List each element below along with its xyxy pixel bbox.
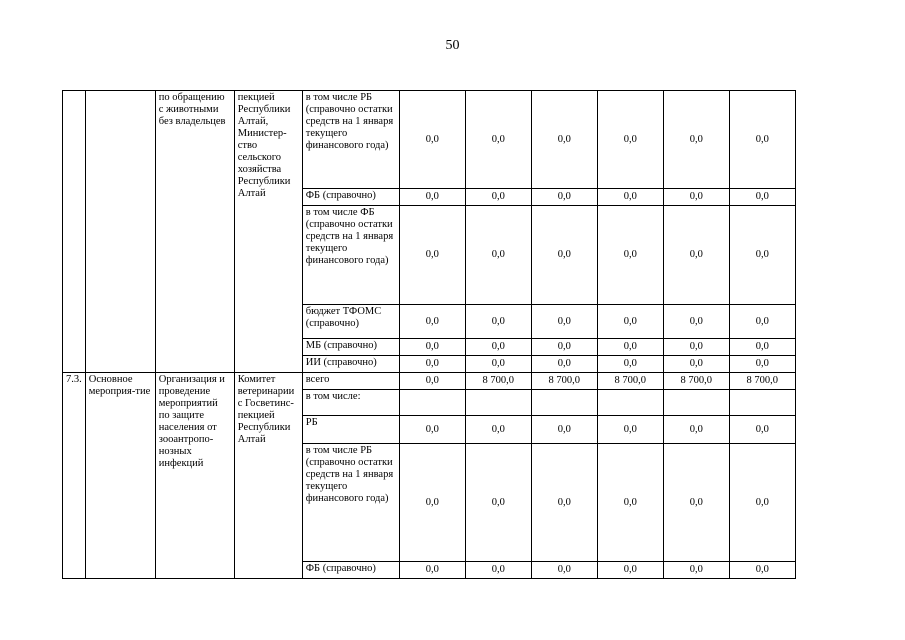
value-cell: 0,0 (399, 339, 465, 356)
item-section (63, 373, 796, 579)
value-cell: 0,0 (531, 305, 597, 339)
funding-source-cell: в том числе ФБ (справочно остатки средств на 1 января текущего финансового года) (302, 206, 399, 305)
value-cell: 0,0 (729, 206, 795, 305)
funding-source-cell: бюджет ТФОМС (справочно) (302, 305, 399, 339)
type-cell (85, 91, 155, 373)
table-row (63, 91, 796, 189)
value-cell: 0,0 (531, 356, 597, 373)
value-cell (531, 390, 597, 416)
funding-source-cell: ФБ (справочно) (302, 562, 399, 579)
value-cell: 0,0 (663, 562, 729, 579)
value-cell: 0,0 (399, 356, 465, 373)
event-cell: Организация и проведение мероприятий по защите населения от зооантропо-нозных инфекций (155, 373, 234, 579)
value-cell: 0,0 (531, 562, 597, 579)
value-cell: 8 700,0 (729, 373, 795, 390)
value-cell: 0,0 (663, 444, 729, 562)
value-cell: 0,0 (663, 91, 729, 189)
value-cell: 0,0 (399, 305, 465, 339)
value-cell: 0,0 (597, 305, 663, 339)
value-cell: 0,0 (597, 91, 663, 189)
value-cell: 8 700,0 (597, 373, 663, 390)
value-cell: 0,0 (597, 206, 663, 305)
value-cell: 0,0 (465, 562, 531, 579)
value-cell (663, 390, 729, 416)
funding-source-cell: ФБ (справочно) (302, 189, 399, 206)
value-cell: 0,0 (399, 444, 465, 562)
number-cell (63, 91, 86, 373)
value-cell: 0,0 (597, 416, 663, 444)
value-cell: 0,0 (531, 444, 597, 562)
value-cell: 0,0 (663, 206, 729, 305)
funding-source-cell: в том числе РБ (справочно остатки средств на 1 января текущего финансового года) (302, 91, 399, 189)
funding-source-cell: ИИ (справочно) (302, 356, 399, 373)
value-cell: 0,0 (465, 305, 531, 339)
value-cell: 8 700,0 (531, 373, 597, 390)
value-cell: 0,0 (531, 206, 597, 305)
funding-source-cell: МБ (справочно) (302, 339, 399, 356)
value-cell: 0,0 (531, 189, 597, 206)
value-cell: 0,0 (729, 416, 795, 444)
value-cell: 0,0 (597, 562, 663, 579)
value-cell: 0,0 (597, 356, 663, 373)
value-cell: 0,0 (729, 562, 795, 579)
value-cell: 0,0 (465, 189, 531, 206)
funding-source-cell: всего (302, 373, 399, 390)
value-cell: 0,0 (531, 416, 597, 444)
value-cell: 0,0 (531, 91, 597, 189)
funding-source-cell: в том числе: (302, 390, 399, 416)
value-cell: 0,0 (399, 206, 465, 305)
value-cell: 0,0 (399, 91, 465, 189)
event-cell: по обращению с животными без владельцев (155, 91, 234, 373)
continued-section (63, 91, 796, 373)
value-cell: 0,0 (531, 339, 597, 356)
page-number: 50 (445, 38, 460, 53)
value-cell: 0,0 (597, 444, 663, 562)
type-cell: Основное мероприя-тие (85, 373, 155, 579)
value-cell: 0,0 (663, 189, 729, 206)
value-cell: 0,0 (729, 339, 795, 356)
value-cell: 0,0 (729, 189, 795, 206)
value-cell (465, 390, 531, 416)
executor-cell: пекцией Республики Алтай, Министер-ство сельского хозяйства Республики Алтай (234, 91, 302, 373)
table-row (63, 373, 796, 390)
value-cell: 0,0 (465, 356, 531, 373)
value-cell: 0,0 (399, 562, 465, 579)
value-cell: 0,0 (663, 416, 729, 444)
value-cell (729, 390, 795, 416)
value-cell: 0,0 (597, 339, 663, 356)
value-cell (597, 390, 663, 416)
value-cell: 0,0 (465, 339, 531, 356)
budget-table (62, 90, 796, 579)
value-cell: 0,0 (729, 91, 795, 189)
funding-source-cell: в том числе РБ (справочно остатки средств на 1 января текущего финансового года) (302, 444, 399, 562)
executor-cell: Комитет ветеринарии с Госветинс-пекцией Республики Алтай (234, 373, 302, 579)
value-cell: 0,0 (399, 416, 465, 444)
value-cell: 0,0 (465, 444, 531, 562)
value-cell: 0,0 (729, 305, 795, 339)
value-cell: 0,0 (465, 416, 531, 444)
number-cell: 7.3. (63, 373, 86, 579)
value-cell: 0,0 (663, 305, 729, 339)
value-cell: 0,0 (399, 189, 465, 206)
value-cell: 0,0 (729, 356, 795, 373)
value-cell: 0,0 (399, 373, 465, 390)
value-cell: 0,0 (597, 189, 663, 206)
value-cell: 8 700,0 (663, 373, 729, 390)
value-cell: 0,0 (729, 444, 795, 562)
value-cell: 0,0 (663, 339, 729, 356)
value-cell: 0,0 (663, 356, 729, 373)
funding-source-cell: РБ (302, 416, 399, 444)
value-cell: 0,0 (465, 206, 531, 305)
value-cell (399, 390, 465, 416)
value-cell: 0,0 (465, 91, 531, 189)
value-cell: 8 700,0 (465, 373, 531, 390)
